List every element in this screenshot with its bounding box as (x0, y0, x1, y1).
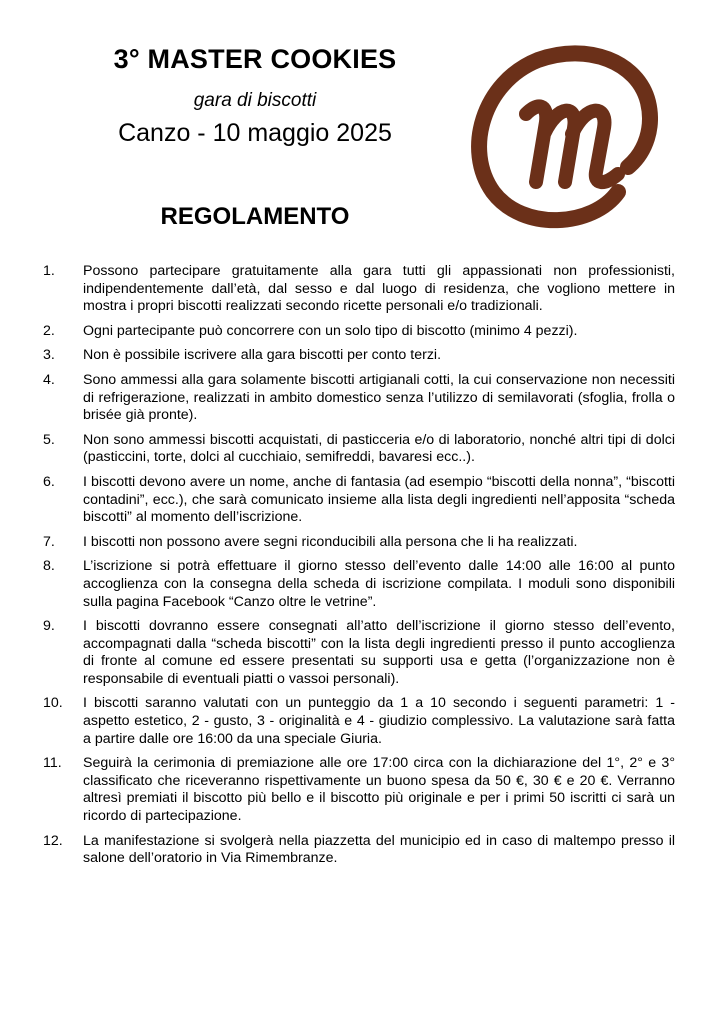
rule-text (83, 323, 675, 341)
rule-text-part: Ogni partecipante può concorrere con un solo tipo di biscotto (minimo 4 pezzi). (83, 322, 578, 339)
rule-text-part: 1°, 2° e 3° classificato (83, 755, 675, 789)
rule-text-part: I biscotti dovranno essere consegnati all’atto dell’iscrizione il giorno stesso dell’evento, accompagnati dalla “ (83, 618, 675, 652)
rule-number: 4. (43, 371, 55, 388)
rule-number: 2. (43, 322, 55, 339)
rule-text (83, 833, 675, 868)
rule-item (43, 323, 675, 341)
rule-text-part: Sono ammessi alla gara solamente biscotti artigianali cotti, la cui conservazione non necessiti di refrigerazione, realizzati in ambito domestico senza l’utilizzo di semilavorati (sfoglia, frolla o brisée già pronte). (83, 371, 675, 424)
section-heading: REGOLAMENTO (160, 203, 350, 230)
rule-number: 6. (43, 473, 55, 490)
logo-c-stroke (479, 53, 650, 220)
rule-item (43, 833, 675, 868)
rule-text (83, 263, 675, 316)
rule-text-part: I biscotti non possono avere segni riconducibili alla persona che li ha realizzati. (83, 533, 578, 550)
rule-number: 12. (43, 832, 63, 849)
rule-text-part: scheda biscotti (216, 635, 312, 652)
rule-text (83, 755, 675, 825)
place-and-date: Canzo - 10 maggio 2025 (118, 119, 392, 147)
rule-item (43, 695, 675, 748)
rule-number: 1. (43, 263, 55, 279)
rule-text (83, 695, 675, 748)
rule-text-part: La manifestazione si svolgerà nella piazzetta del municipio ed in caso di maltempo presso il salone dell’oratorio in Via Rimembranze. (83, 832, 675, 867)
rule-item (43, 474, 675, 527)
rule-text (83, 474, 675, 527)
rule-text-part: si potrà effettuare il giorno stesso dell’evento dalle 14:00 alle 16:00 al punto accoglienza con la consegna della scheda di iscrizione compilata. I moduli sono disponibili sulla pagina Facebook “Canzo oltre le vetrine”. (83, 558, 675, 610)
rule-item (43, 558, 675, 611)
rule-number: 11. (43, 755, 62, 772)
rule-text (83, 432, 675, 467)
rule-number: 7. (43, 533, 55, 550)
rule-item (43, 372, 675, 425)
rule-text-part: ” con la lista degli ingredienti presso il punto accoglienza di fronte al comune ed essere presentati su supporti usa e getta (l’organizzazione non è responsabile di eventuali piatti o vassoi personali). (83, 635, 676, 687)
rule-item (43, 347, 675, 365)
rule-text-part: Seguirà la cerimonia di premiazione alle ore 17:00 circa con la dichiarazione del (83, 755, 607, 772)
rule-text-part: iscrizione (93, 558, 153, 575)
rule-text (83, 618, 675, 688)
rule-text (83, 372, 675, 425)
rules-list (43, 263, 675, 875)
rule-text-part: Non sono ammessi biscotti acquistati, di pasticceria e/o di laboratorio, nonché altri tipi di dolci (pasticcini, torte, dolci al cucchiaio, semifreddi, bavaresi ecc..). (83, 431, 675, 466)
rule-item (43, 755, 675, 825)
logo-m-glyph (526, 106, 618, 182)
rule-text (83, 347, 675, 365)
page-title: 3° MASTER COOKIES (113, 44, 397, 74)
rule-number: 9. (43, 618, 55, 635)
rule-text-part: I biscotti devono avere un nome, anche di fantasia (ad esempio “biscotti della nonna”, “biscotti contadini”, ecc.), che sarà comunicato insieme alla lista degli ingredienti nell’apposita “scheda biscotti” al momento dell’iscrizione. (83, 473, 675, 526)
rule-text-part: gratuitamente (231, 263, 319, 279)
rule-text-part: che riceveranno rispettivamente un buono spesa da 50 €, 30 € e 20 €. Verranno altresì premiati il biscotto più bello e il biscotto più originale e per i primi 50 iscritti ci sarà un ricordo di partecipazione. (83, 772, 675, 825)
rule-text (83, 534, 675, 552)
rule-text-part: Possono partecipare (83, 263, 232, 279)
rule-item (43, 263, 675, 316)
rule-text-part: alla gara tutti gli appassionati non professionisti, indipendentemente dall’età, dal sesso e dal luogo di residenza, che vogliono mettere in mostra i propri biscotti realizzati secondo ricette personali e/o tradizionali. (83, 263, 675, 315)
page-subtitle: gara di biscotti (193, 90, 317, 111)
rule-item (43, 618, 675, 688)
rule-item (43, 534, 675, 552)
header (0, 0, 724, 250)
rule-text (83, 558, 675, 611)
rule-text-part: Non è possibile iscrivere alla gara biscotti per conto terzi. (83, 347, 442, 364)
rule-number: 3. (43, 347, 55, 364)
cm-logo (468, 42, 658, 242)
rule-text-part: L’ (83, 558, 94, 575)
rule-number: 8. (43, 558, 55, 575)
rule-number: 5. (43, 431, 55, 448)
rule-text-part: I biscotti saranno valutati con un punteggio da 1 a 10 secondo i seguenti parametri: 1 - aspetto estetico, 2 - gusto, 3 - originalità e 4 - giudizio complessivo. La valutazione sarà fatta a partire dalle ore 16:00 da una speciale Giuria. (83, 695, 675, 747)
rule-number: 10. (43, 695, 63, 712)
rule-item (43, 432, 675, 467)
